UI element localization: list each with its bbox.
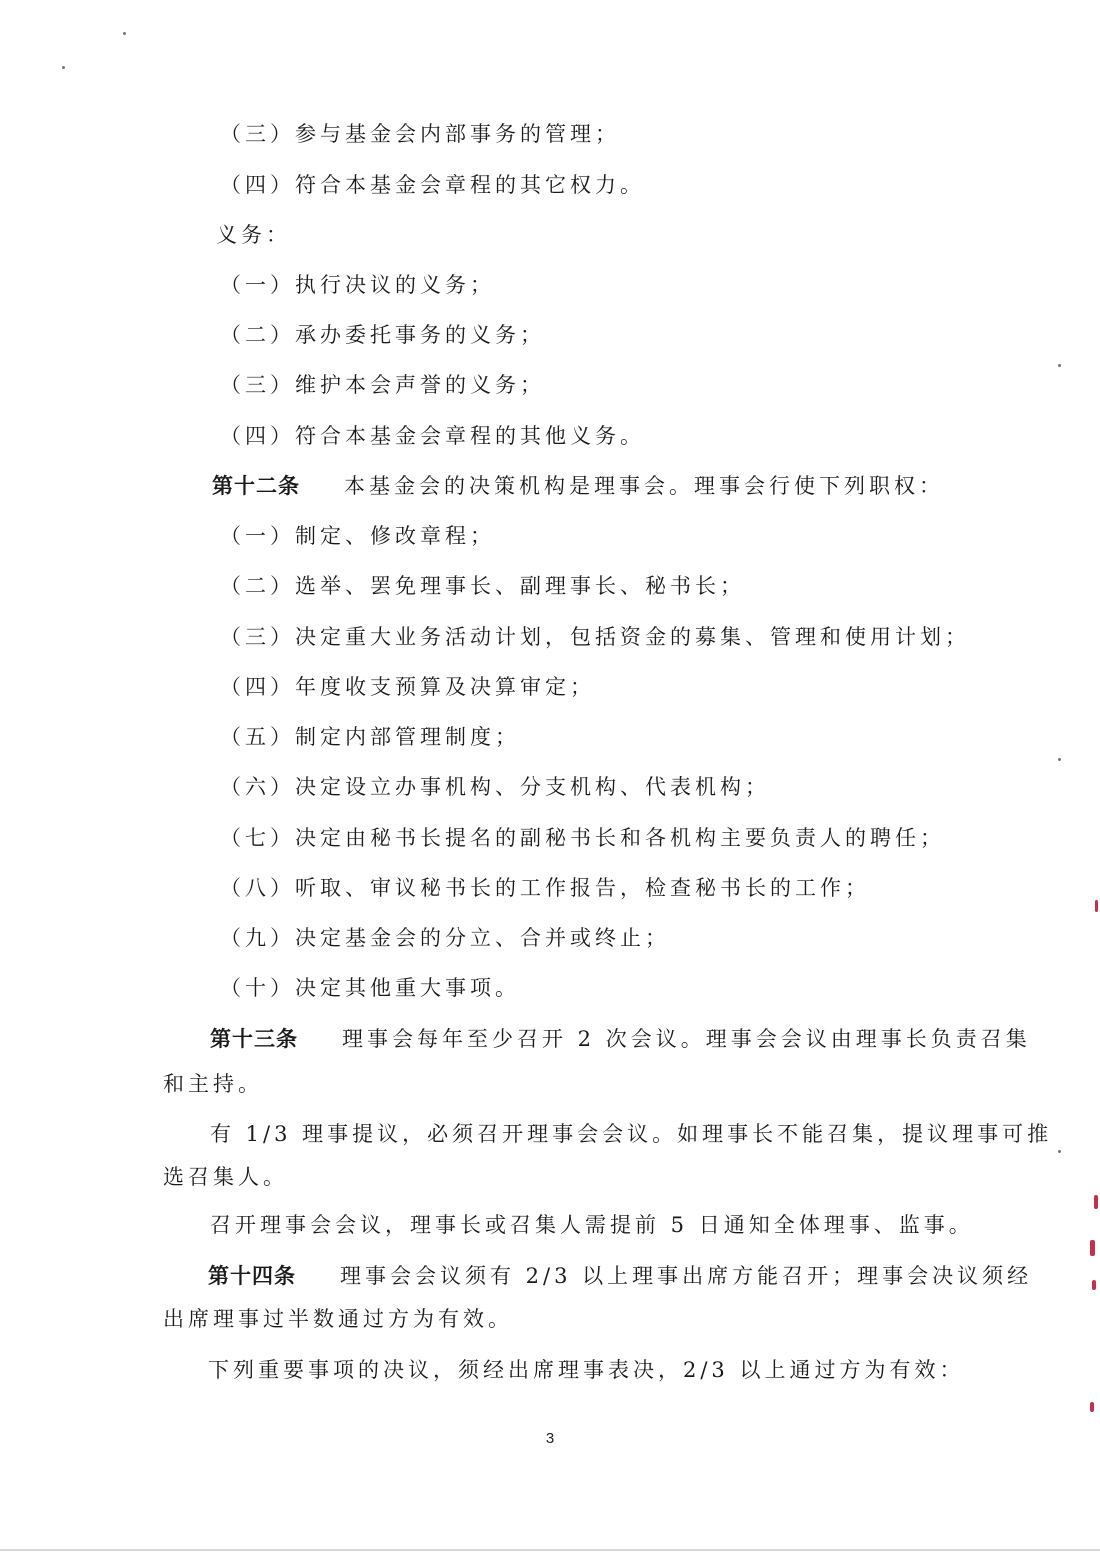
article-13-continuation: 和主持。: [163, 1072, 263, 1096]
power-item-7: （七）决定由秘书长提名的副秘书长和各机构主要负责人的聘任；: [220, 826, 945, 850]
power-item-9: （九）决定基金会的分立、合并或终止；: [220, 926, 670, 950]
seal-edge-mark: [1094, 1195, 1098, 1209]
article-13-text: 理事会每年至少召开 2 次会议。理事会会议由理事长负责召集: [342, 1027, 1031, 1051]
seal-edge-mark: [1090, 1240, 1095, 1256]
duties-item-4: （四）符合本基金会章程的其他义务。: [220, 424, 645, 448]
power-item-3: （三）决定重大业务活动计划，包括资金的募集、管理和使用计划；: [220, 625, 970, 649]
paragraph-important-matters: 下列重要事项的决议，须经出席理事表决，2/3 以上通过方为有效：: [208, 1358, 965, 1382]
rights-item-4: （四）符合本基金会章程的其它权力。: [220, 173, 645, 197]
paragraph-proposal-continuation: 选召集人。: [163, 1165, 288, 1189]
scan-speck: [1058, 364, 1061, 367]
power-item-8: （八）听取、审议秘书长的工作报告，检查秘书长的工作；: [220, 876, 870, 900]
duties-item-1: （一）执行决议的义务；: [220, 273, 495, 297]
power-item-6: （六）决定设立办事机构、分支机构、代表机构；: [220, 775, 770, 799]
article-14: [208, 1262, 1032, 1290]
article-13: [210, 1025, 1031, 1053]
article-12-heading: 第十二条: [212, 474, 300, 498]
power-item-10: （十）决定其他重大事项。: [220, 976, 520, 1000]
page-number: 3: [545, 1430, 555, 1447]
paragraph-proposal: 有 1/3 理事提议，必须召开理事会会议。如理事长不能召集，提议理事可推: [210, 1122, 1053, 1146]
article-14-continuation: 出席理事过半数通过方为有效。: [163, 1307, 513, 1331]
article-14-text: 理事会会议须有 2/3 以上理事出席方能召开；理事会决议须经: [340, 1264, 1033, 1288]
duties-item-3: （三）维护本会声誉的义务；: [220, 373, 545, 397]
article-13-heading: 第十三条: [210, 1027, 298, 1051]
duties-item-2: （二）承办委托事务的义务；: [220, 323, 545, 347]
scan-speck: [1058, 1150, 1061, 1153]
page-bottom-edge: [0, 1549, 1100, 1551]
article-14-heading: 第十四条: [208, 1264, 296, 1288]
paragraph-notice: 召开理事会会议，理事长或召集人需提前 5 日通知全体理事、监事。: [210, 1213, 974, 1237]
power-item-5: （五）制定内部管理制度；: [220, 725, 520, 749]
seal-edge-mark: [1092, 1280, 1096, 1290]
article-12: [212, 472, 944, 500]
scan-speck: [123, 32, 126, 35]
power-item-2: （二）选举、罢免理事长、副理事长、秘书长；: [220, 574, 745, 598]
seal-edge-mark: [1090, 1402, 1094, 1412]
duties-heading: 义务：: [216, 223, 291, 247]
scan-speck: [62, 66, 65, 69]
power-item-1: （一）制定、修改章程；: [220, 524, 495, 548]
scan-speck: [1058, 758, 1061, 761]
power-item-4: （四）年度收支预算及决算审定；: [220, 675, 595, 699]
article-12-text: 本基金会的决策机构是理事会。理事会行使下列职权：: [344, 474, 944, 498]
rights-item-3: （三）参与基金会内部事务的管理；: [220, 122, 620, 146]
seal-edge-mark: [1095, 900, 1098, 912]
